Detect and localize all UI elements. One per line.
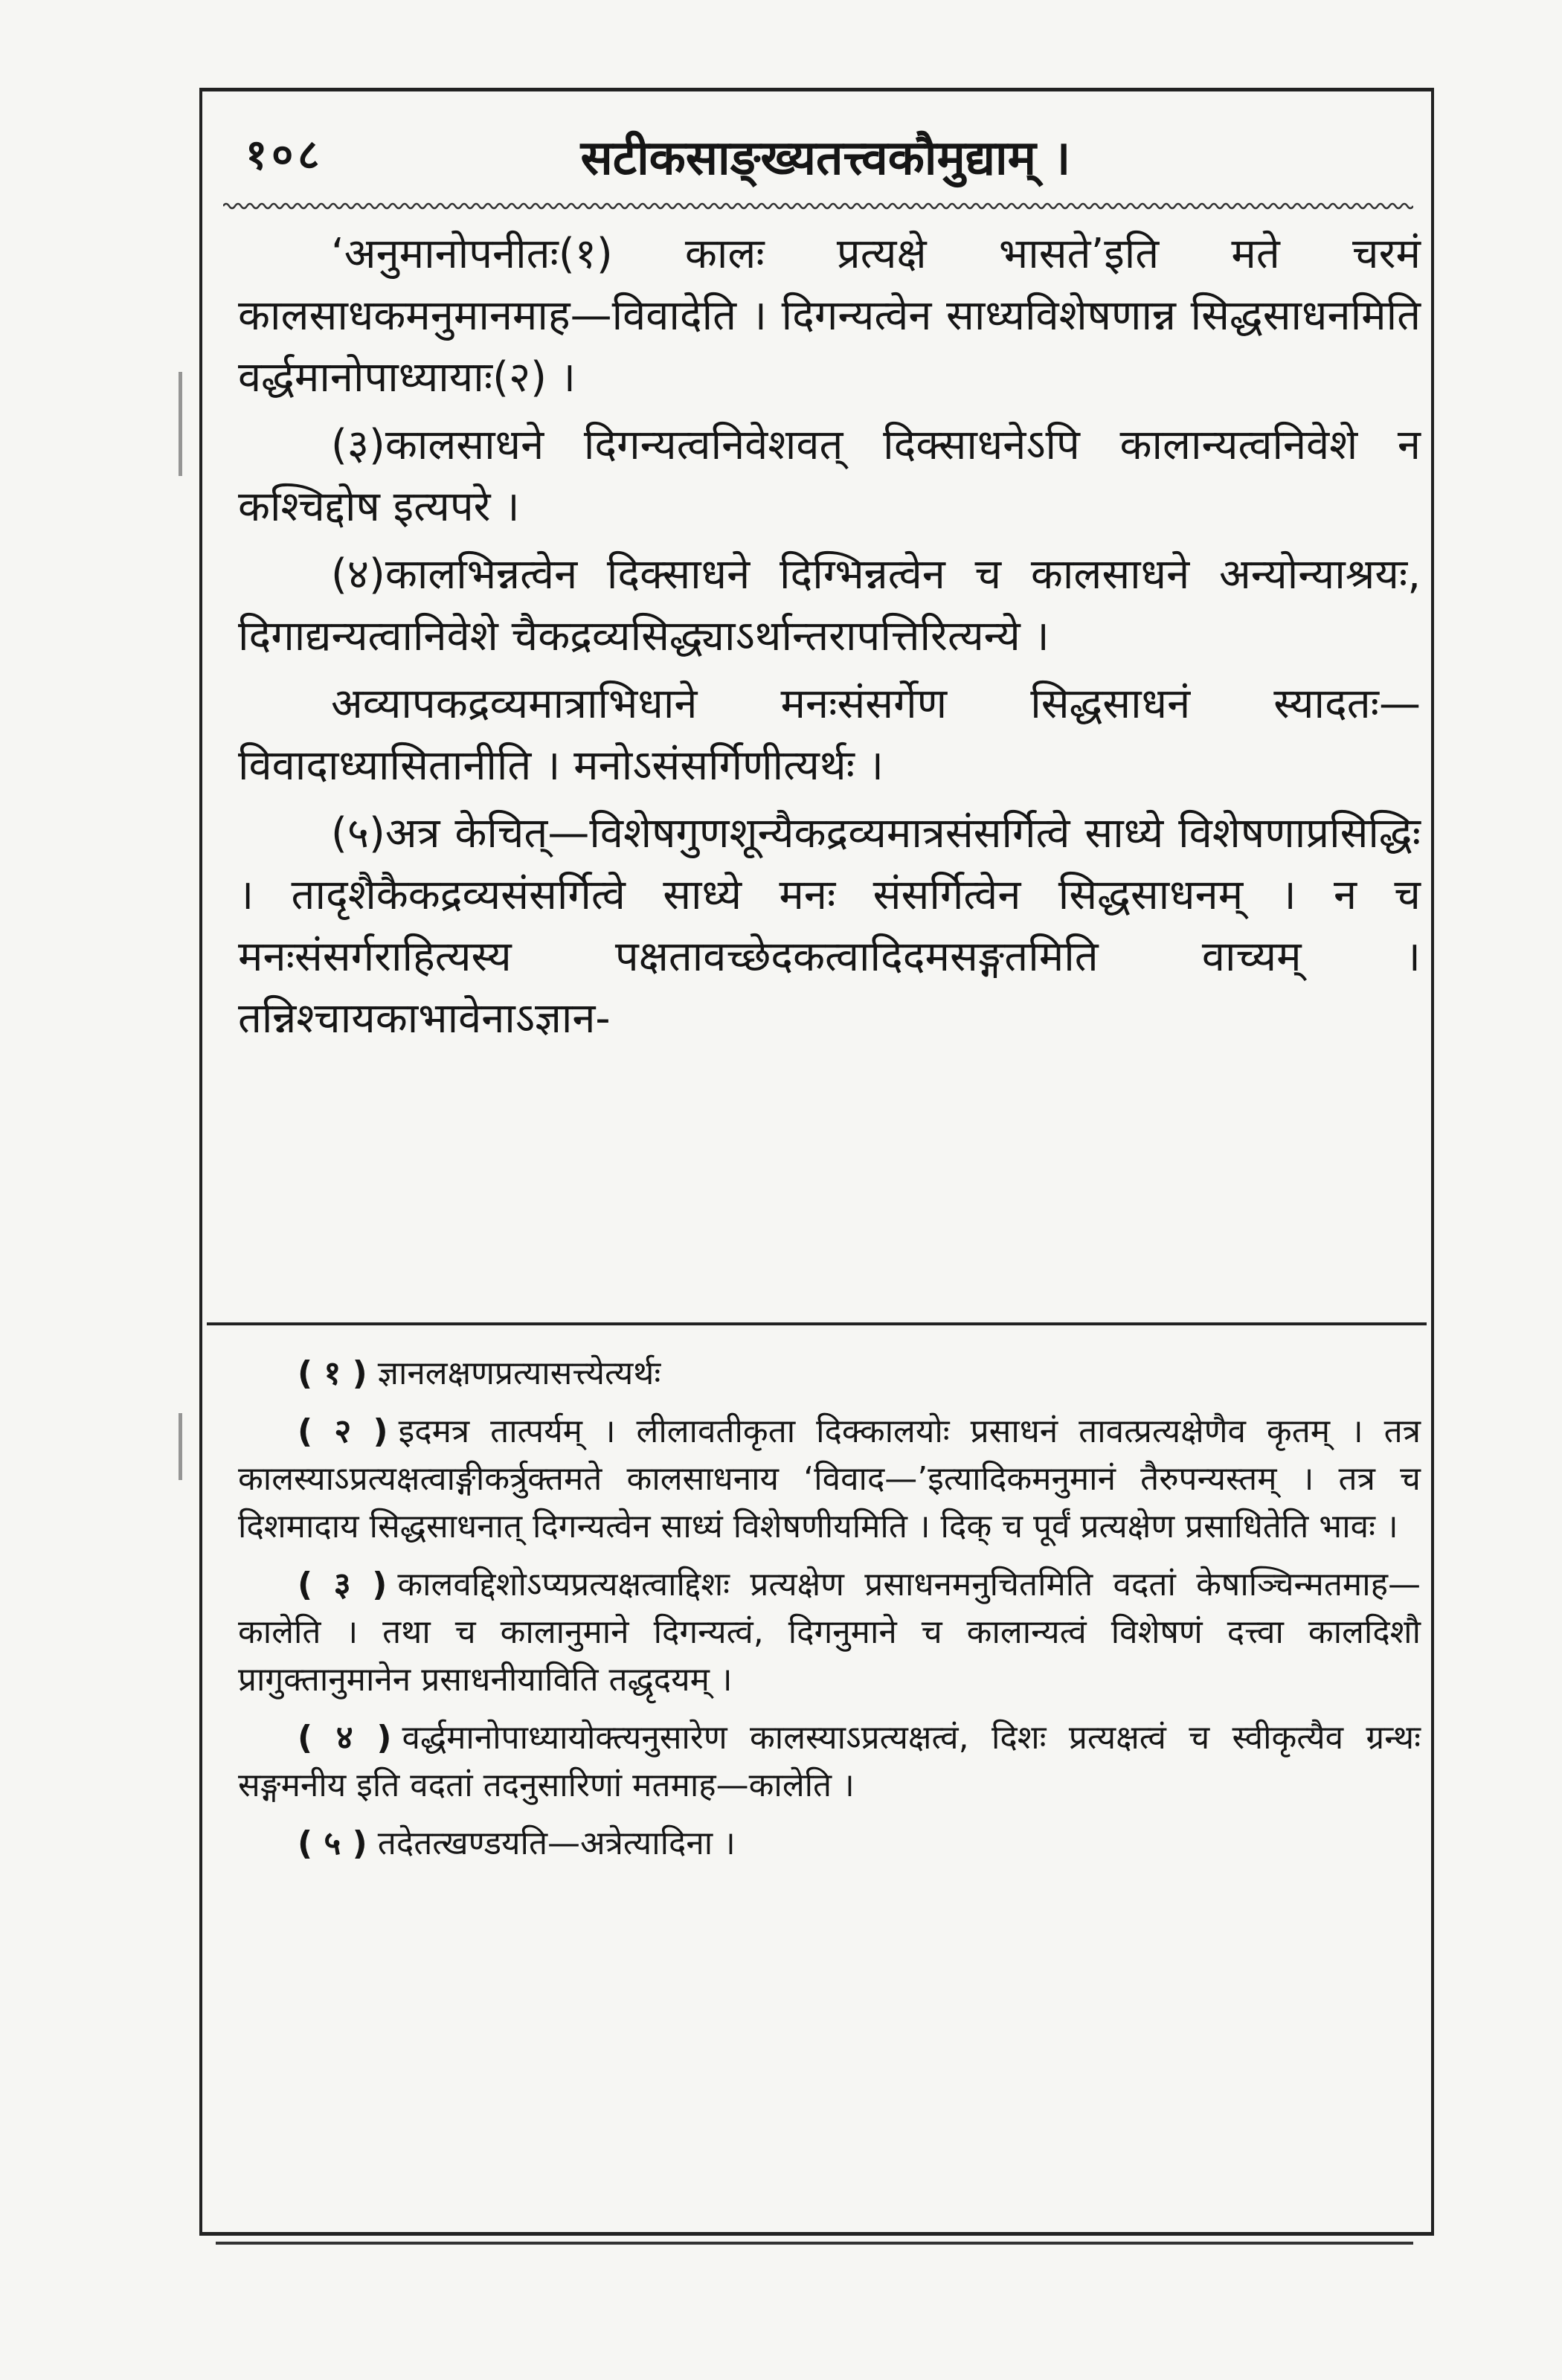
header-wavy-rule xyxy=(223,199,1413,213)
scan-edge-mark xyxy=(179,1413,182,1480)
scan-edge-mark xyxy=(179,372,182,476)
main-text xyxy=(238,223,1421,1049)
main-paragraph: ‘अनुमानोपनीतः(१) कालः प्रत्यक्षे भासते’इति मते चरमं कालसाधकमनुमानमाह—विवादेति । दिगन्यत्वेन साध्यविशेषणान्न सिद्धसाधनमिति वर्द्धमानोपाध्यायाः(२) । xyxy=(238,230,1421,402)
main-paragraph: (४)कालभिन्नत्वेन दिक्साधने दिग्भिन्नत्वेन च कालसाधने अन्योन्याश्रयः, दिगाद्यन्यत्वानिवेशे चैकद्रव्यसिद्ध्याऽर्थान्तरापत्तिरित्यन्ये । xyxy=(238,550,1421,660)
main-paragraph: अव्यापकद्रव्यमात्राभिधाने मनःसंसर्गेण सिद्धसाधनं स्यादतः—विवादाध्यासितानीति । मनोऽसंसर्गिणीत्यर्थः । xyxy=(238,680,1421,790)
running-title: सटीकसाङ्ख्यतत्त्वकौमुद्याम् । xyxy=(580,131,1071,186)
footnote xyxy=(238,1350,1421,1398)
footnote-text: ज्ञानलक्षणप्रत्यासत्त्येत्यर्थः xyxy=(377,1354,661,1392)
footnote xyxy=(238,1561,1421,1704)
main-paragraph: (३)कालसाधने दिगन्यत्वनिवेशवत् दिक्साधनेऽपि कालान्यत्वनिवेशे न कश्चिद्दोष इत्यपरे । xyxy=(238,421,1421,531)
footnote xyxy=(238,1820,1421,1868)
footnote-divider xyxy=(207,1322,1427,1325)
main-paragraph: (५)अत्र केचित्—विशेषगुणशून्यैकद्रव्यमात्रसंसर्गित्वे साध्ये विशेषणाप्रसिद्धिः । तादृशैकैकद्रव्यसंसर्गित्वे साध्ये मनः संसर्गित्वेन सिद्धसाधनम् । न च मनःसंसर्गराहित्यस्य पक्षतावच्छेदकत्वादिदमसङ्गतमिति वाच्यम् । तन्निश्चायकाभावेनाऽज्ञान- xyxy=(238,809,1421,1043)
footnote-text: वर्द्धमानोपाध्यायोक्त्यनुसारेण कालस्याऽप्रत्यक्षत्वं, दिशः प्रत्यक्षत्वं च स्वीकृत्यैव ग्रन्थः सङ्गमनीय इति वदतां तदनुसारिणां मतमाह—कालेति । xyxy=(238,1719,1421,1804)
page-header xyxy=(245,119,1406,193)
footnotes xyxy=(238,1350,1421,1878)
footnote xyxy=(238,1714,1421,1810)
footnote-text: तदेतत्खण्डयति—अत्रेत्यादिना । xyxy=(377,1824,736,1862)
footnote-text: इदमत्र तात्पर्यम् । लीलावतीकृता दिक्कालयोः प्रसाधनं तावत्प्रत्यक्षेणैव कृतम् । तत्र कालस्याऽप्रत्यक्षत्वाङ्गीकर्त्रुक्तमते कालसाधनाय ‘विवाद—’इत्यादिकमनुमानं तैरुपन्यस्तम् । तत्र च दिशमादाय सिद्धसाधनात् दिगन्यत्वेन साध्यं विशेषणीयमिति । दिक् च पूर्वं प्रत्यक्षेण प्रसाधितेति भावः । xyxy=(238,1412,1421,1546)
footnote-text: कालवद्दिशोऽप्यप्रत्यक्षत्वाद्दिशः प्रत्यक्षेण प्रसाधनमनुचितमिति वदतां केषाञ्चिन्मतमाह—कालेति । तथा च कालानुमाने दिगन्यत्वं, दिगनुमाने च कालान्यत्वं विशेषणं दत्त्वा कालदिशौ प्रागुक्तानुमानेन प्रसाधनीयाविति तद्धृदयम् । xyxy=(238,1566,1421,1699)
footnote-label: ( २ ) xyxy=(298,1412,388,1450)
footnote-label: ( ३ ) xyxy=(298,1566,388,1604)
footnote-label: ( ५ ) xyxy=(298,1824,367,1862)
footnote xyxy=(238,1408,1421,1551)
footnote-label: ( ४ ) xyxy=(298,1719,392,1757)
page-number: १०८ xyxy=(245,131,324,179)
bottom-rule xyxy=(216,2242,1413,2245)
footnote-label: ( १ ) xyxy=(298,1354,367,1392)
